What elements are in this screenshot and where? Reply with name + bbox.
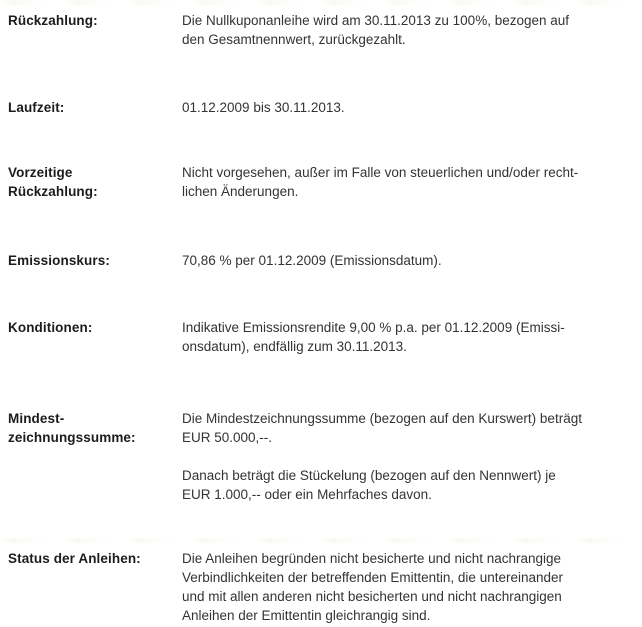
section-mindestzeichnungssumme	[8, 409, 634, 504]
field-label-konditionen	[8, 318, 182, 337]
section-vorzeitige-rueckzahlung	[8, 163, 634, 201]
field-value-vorzeitige-rueckzahlung	[182, 163, 634, 201]
field-label-status-der-anleihen	[8, 549, 182, 568]
field-label-mindestzeichnungssumme	[8, 409, 182, 447]
section-status-der-anleihen	[8, 549, 634, 625]
field-label-line: Mindest-	[8, 411, 65, 426]
paragraph	[182, 11, 634, 49]
text-line: den Gesamtnennwert, zurückgezahlt.	[182, 32, 406, 47]
field-label-line: Rückzahlung:	[8, 13, 98, 28]
paragraph	[182, 98, 634, 117]
field-label-rueckzahlung	[8, 11, 182, 30]
section-konditionen	[8, 318, 634, 356]
field-value-konditionen	[182, 318, 634, 356]
text-line: 01.12.2009 bis 30.11.2013.	[182, 100, 345, 115]
field-value-rueckzahlung	[182, 11, 634, 49]
section-laufzeit	[8, 98, 634, 117]
text-line: Die Anleihen begründen nicht besicherte und nicht nachrangige	[182, 551, 562, 566]
text-line: onsdatum), endfällig zum 30.11.2013.	[182, 339, 407, 354]
field-label-line: Vorzeitige	[8, 165, 73, 180]
field-value-emissionskurs	[182, 251, 634, 270]
field-label-line: Status der Anleihen:	[8, 551, 141, 566]
text-line: Anleihen der Emittentin gleichrangig sind.	[182, 608, 431, 623]
field-label-line: Rückzahlung:	[8, 184, 98, 199]
field-value-status-der-anleihen	[182, 549, 634, 625]
text-line: EUR 50.000,--.	[182, 430, 273, 445]
cropped-text-artifact-middle	[0, 538, 642, 543]
text-line: Indikative Emissionsrendite 9,00 % p.a. per 01.12.2009 (Emissi-	[182, 320, 565, 335]
cropped-text-artifact-top	[0, 0, 642, 5]
section-rueckzahlung	[8, 11, 634, 49]
text-line: Nicht vorgesehen, außer im Falle von steuerlichen und/oder recht-	[182, 165, 579, 180]
field-label-line: Emissionskurs:	[8, 253, 110, 268]
paragraph	[182, 549, 634, 625]
text-line: EUR 1.000,-- oder ein Mehrfaches davon.	[182, 487, 432, 502]
text-line: 70,86 % per 01.12.2009 (Emissionsdatum).	[182, 253, 442, 268]
field-label-vorzeitige-rueckzahlung	[8, 163, 182, 201]
field-label-line: Konditionen:	[8, 320, 93, 335]
text-line: Die Mindestzeichnungssumme (bezogen auf den Kurswert) beträgt	[182, 411, 582, 426]
field-label-line: Laufzeit:	[8, 100, 65, 115]
field-value-laufzeit	[182, 98, 634, 117]
paragraph	[182, 163, 634, 201]
field-value-mindestzeichnungssumme	[182, 409, 634, 504]
text-line: Danach beträgt die Stückelung (bezogen auf den Nennwert) je	[182, 468, 556, 483]
paragraph	[182, 251, 634, 270]
paragraph	[182, 318, 634, 356]
field-label-line: zeichnungssumme:	[8, 430, 136, 445]
section-emissionskurs	[8, 251, 634, 270]
text-line: und mit allen anderen nicht besicherten und nicht nachrangigen	[182, 589, 562, 604]
text-line: Die Nullkuponanleihe wird am 30.11.2013 zu 100%, bezogen auf	[182, 13, 570, 28]
paragraph	[182, 409, 634, 447]
paragraph	[182, 466, 634, 504]
text-line: Verbindlichkeiten der betreffenden Emittentin, die untereinander	[182, 570, 564, 585]
field-label-emissionskurs	[8, 251, 182, 270]
text-line: lichen Änderungen.	[182, 184, 299, 199]
field-label-laufzeit	[8, 98, 182, 117]
